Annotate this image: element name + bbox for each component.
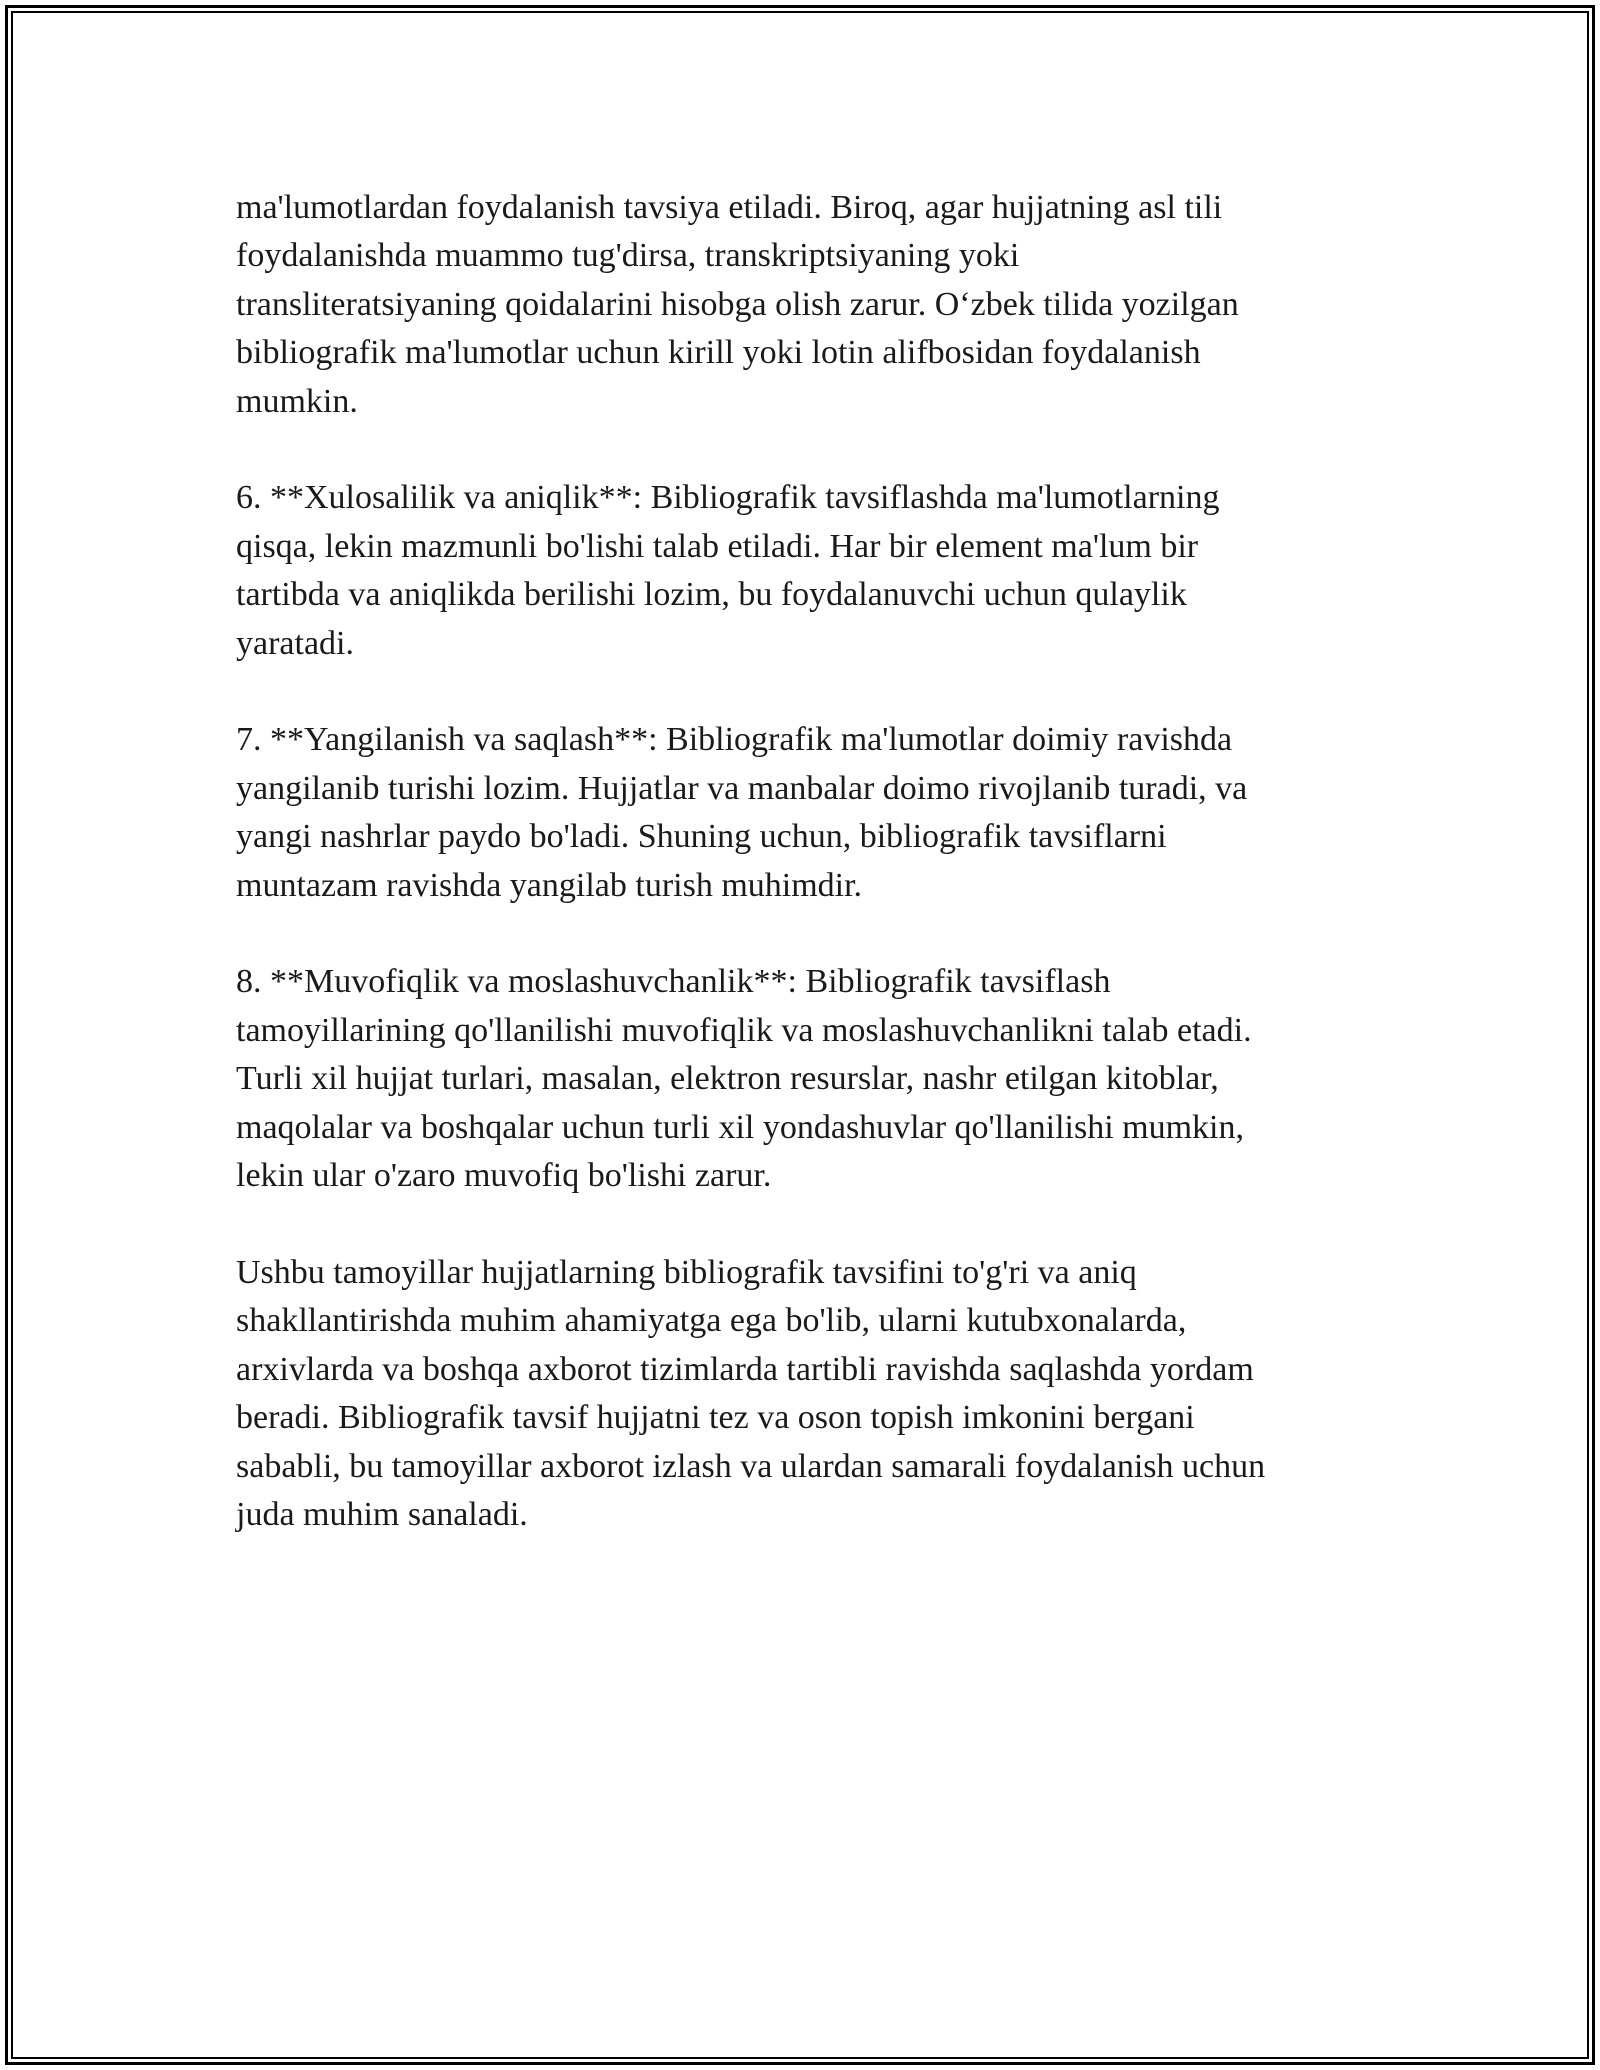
text-line: muntazam ravishda yangilab turish muhimdir.	[236, 866, 863, 904]
paragraph-conclusion	[236, 1249, 1356, 1539]
text-line: juda muhim sanaladi.	[236, 1495, 528, 1533]
paragraph-item-6	[236, 474, 1356, 668]
text-line: arxivlarda va boshqa axborot tizimlarda tartibli ravishda saqlashda yordam	[236, 1350, 1254, 1388]
text-line: lekin ular o'zaro muvofiq bo'lishi zarur.	[236, 1157, 772, 1195]
text-line: tamoyillarining qo'llanilishi muvofiqlik va moslashuvchanlikni talab etadi.	[236, 1011, 1252, 1049]
text-line: mumkin.	[236, 382, 358, 420]
paragraph-item-8	[236, 958, 1356, 1200]
text-line: yaratadi.	[236, 624, 354, 662]
text-line: yangilanib turishi lozim. Hujjatlar va manbalar doimo rivojlanib turadi, va	[236, 769, 1248, 807]
text-line: tartibda va aniqlikda berilishi lozim, bu foydalanuvchi uchun qulaylik	[236, 576, 1187, 614]
text-line: transliteratsiyaning qoidalarini hisobga olish zarur. O‘zbek tilida yozilgan	[236, 285, 1239, 323]
text-line: beradi. Bibliografik tavsif hujjatni tez va oson topish imkonini bergani	[236, 1399, 1195, 1437]
text-line: Ushbu tamoyillar hujjatlarning bibliografik tavsifini to'g'ri va aniq	[236, 1253, 1137, 1291]
paragraph-item-7	[236, 716, 1356, 910]
text-line: qisqa, lekin mazmunli bo'lishi talab etiladi. Har bir element ma'lum bir	[236, 527, 1199, 565]
text-line: ma'lumotlardan foydalanish tavsiya etiladi. Biroq, agar hujjatning asl tili	[236, 189, 1223, 226]
text-line: 7. **Yangilanish va saqlash**: Bibliografik ma'lumotlar doimiy ravishda	[236, 721, 1233, 759]
text-line: shakllantirishda muhim ahamiyatga ega bo'lib, ularni kutubxonalarda,	[236, 1302, 1187, 1340]
paragraph-alphabet-usage	[236, 184, 1356, 426]
document-body	[236, 184, 1356, 1588]
text-line: 8. **Muvofiqlik va moslashuvchanlik**: Bibliografik tavsiflash	[236, 963, 1111, 1001]
text-line: 6. **Xulosalilik va aniqlik**: Bibliografik tavsiflashda ma'lumotlarning	[236, 479, 1220, 517]
text-line: foydalanishda muammo tug'dirsa, transkriptsiyaning yoki	[236, 237, 1020, 275]
text-line: yangi nashrlar paydo bo'ladi. Shuning uchun, bibliografik tavsiflarni	[236, 818, 1167, 856]
text-line: maqolalar va boshqalar uchun turli xil yondashuvlar qo'llanilishi mumkin,	[236, 1108, 1244, 1146]
text-line: sababli, bu tamoyillar axborot izlash va ulardan samarali foydalanish uchun	[236, 1447, 1266, 1485]
text-line: Turli xil hujjat turlari, masalan, elektron resurslar, nashr etilgan kitoblar,	[236, 1060, 1219, 1098]
text-line: bibliografik ma'lumotlar uchun kirill yoki lotin alifbosidan foydalanish	[236, 334, 1201, 372]
